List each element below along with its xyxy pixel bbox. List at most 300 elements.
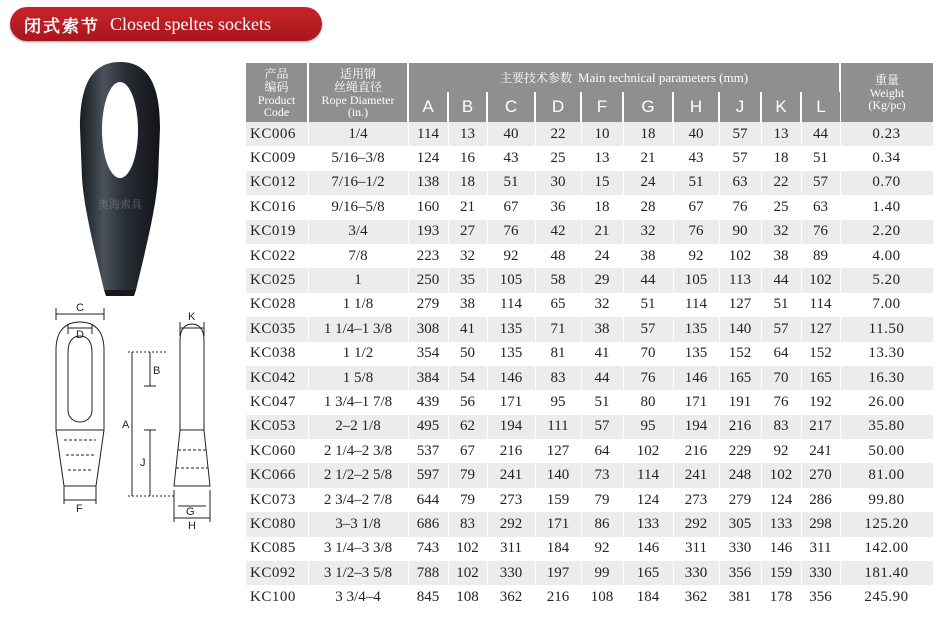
table-row (246, 268, 933, 292)
table-row (246, 220, 933, 244)
table-row (246, 488, 933, 512)
cell-dimension: 51 (487, 171, 535, 195)
header-dim-h: H (673, 92, 719, 122)
cell-dimension: 13 (761, 122, 801, 146)
cell-dimension: 102 (719, 244, 761, 268)
cell-product-code: KC009 (246, 146, 308, 170)
cell-product-code: KC085 (246, 537, 308, 561)
cell-dimension: 286 (801, 488, 840, 512)
cell-dimension: 32 (581, 293, 623, 317)
cell-product-code: KC066 (246, 463, 308, 487)
cell-dimension: 184 (623, 585, 673, 609)
cell-dimension: 113 (719, 268, 761, 292)
cell-dimension: 102 (761, 463, 801, 487)
cell-dimension: 241 (801, 439, 840, 463)
table-row (246, 439, 933, 463)
cell-dimension: 21 (623, 146, 673, 170)
cell-dimension: 16 (448, 146, 487, 170)
cell-dimension: 76 (719, 195, 761, 219)
cell-dimension: 217 (801, 415, 840, 439)
header-dim-b: B (448, 92, 487, 122)
cell-product-code: KC022 (246, 244, 308, 268)
table-row (246, 195, 933, 219)
cell-dimension: 108 (581, 585, 623, 609)
cell-product-code: KC006 (246, 122, 308, 146)
cell-dimension: 89 (801, 244, 840, 268)
cell-dimension: 216 (487, 439, 535, 463)
cell-dimension: 40 (487, 122, 535, 146)
cell-weight: 16.30 (840, 366, 933, 390)
cell-dimension: 311 (673, 537, 719, 561)
cell-dimension: 81 (535, 342, 581, 366)
cell-rope-diameter: 3 3/4–4 (308, 585, 408, 609)
cell-dimension: 114 (487, 293, 535, 317)
technical-drawing (28, 300, 234, 530)
table-row (246, 512, 933, 536)
cell-weight: 2.20 (840, 220, 933, 244)
spec-table (246, 63, 934, 610)
cell-weight: 142.00 (840, 537, 933, 561)
cell-dimension: 76 (623, 366, 673, 390)
section-title (10, 7, 322, 41)
cell-dimension: 92 (673, 244, 719, 268)
cell-rope-diameter: 7/8 (308, 244, 408, 268)
cell-dimension: 146 (623, 537, 673, 561)
table-row (246, 390, 933, 414)
cell-dimension: 32 (761, 220, 801, 244)
cell-dimension: 44 (801, 122, 840, 146)
header-dim-k: K (761, 92, 801, 122)
cell-dimension: 597 (408, 463, 448, 487)
cell-dimension: 79 (581, 488, 623, 512)
cell-dimension: 114 (408, 122, 448, 146)
cell-dimension: 36 (535, 195, 581, 219)
cell-weight: 4.00 (840, 244, 933, 268)
dim-label-a: A (122, 419, 130, 431)
cell-dimension: 56 (448, 390, 487, 414)
cell-dimension: 330 (801, 561, 840, 585)
header-dim-j: J (719, 92, 761, 122)
table-row (246, 463, 933, 487)
cell-dimension: 171 (535, 512, 581, 536)
cell-rope-diameter: 3 1/2–3 5/8 (308, 561, 408, 585)
cell-dimension: 51 (581, 390, 623, 414)
cell-dimension: 51 (801, 146, 840, 170)
cell-dimension: 743 (408, 537, 448, 561)
cell-dimension: 64 (581, 439, 623, 463)
dim-label-b: B (153, 365, 161, 377)
cell-product-code: KC060 (246, 439, 308, 463)
cell-dimension: 102 (801, 268, 840, 292)
cell-product-code: KC092 (246, 561, 308, 585)
cell-dimension: 42 (535, 220, 581, 244)
cell-dimension: 32 (448, 244, 487, 268)
cell-dimension: 99 (581, 561, 623, 585)
title-english: Closed speltes sockets (110, 13, 271, 34)
cell-dimension: 29 (581, 268, 623, 292)
cell-dimension: 384 (408, 366, 448, 390)
cell-weight: 35.80 (840, 415, 933, 439)
cell-product-code: KC016 (246, 195, 308, 219)
cell-dimension: 133 (761, 512, 801, 536)
cell-weight: 0.23 (840, 122, 933, 146)
cell-dimension: 495 (408, 415, 448, 439)
cell-dimension: 63 (719, 171, 761, 195)
cell-dimension: 356 (801, 585, 840, 609)
cell-product-code: KC100 (246, 585, 308, 609)
cell-dimension: 311 (487, 537, 535, 561)
cell-dimension: 22 (535, 122, 581, 146)
cell-weight: 1.40 (840, 195, 933, 219)
cell-dimension: 105 (487, 268, 535, 292)
table-row (246, 244, 933, 268)
cell-dimension: 273 (673, 488, 719, 512)
cell-dimension: 57 (623, 317, 673, 341)
cell-dimension: 79 (448, 488, 487, 512)
cell-rope-diameter: 1 (308, 268, 408, 292)
cell-dimension: 57 (801, 171, 840, 195)
cell-dimension: 114 (623, 463, 673, 487)
cell-dimension: 138 (408, 171, 448, 195)
watermark-text: 奥海索具 (98, 198, 142, 211)
cell-dimension: 50 (448, 342, 487, 366)
cell-dimension: 90 (719, 220, 761, 244)
cell-dimension: 114 (673, 293, 719, 317)
cell-weight: 26.00 (840, 390, 933, 414)
cell-dimension: 28 (623, 195, 673, 219)
cell-dimension: 80 (623, 390, 673, 414)
table-row (246, 146, 933, 170)
cell-dimension: 76 (487, 220, 535, 244)
cell-dimension: 44 (581, 366, 623, 390)
cell-dimension: 13 (581, 146, 623, 170)
cell-dimension: 95 (623, 415, 673, 439)
cell-dimension: 330 (487, 561, 535, 585)
cell-dimension: 273 (487, 488, 535, 512)
cell-dimension: 24 (623, 171, 673, 195)
cell-dimension: 146 (673, 366, 719, 390)
cell-product-code: KC038 (246, 342, 308, 366)
cell-dimension: 32 (623, 220, 673, 244)
cell-dimension: 95 (535, 390, 581, 414)
cell-weight: 7.00 (840, 293, 933, 317)
cell-rope-diameter: 9/16–5/8 (308, 195, 408, 219)
cell-dimension: 38 (623, 244, 673, 268)
cell-rope-diameter: 2 1/2–2 5/8 (308, 463, 408, 487)
cell-rope-diameter: 7/16–1/2 (308, 171, 408, 195)
cell-product-code: KC028 (246, 293, 308, 317)
cell-dimension: 381 (719, 585, 761, 609)
cell-weight: 0.34 (840, 146, 933, 170)
table-row (246, 415, 933, 439)
cell-dimension: 171 (673, 390, 719, 414)
cell-rope-diameter: 3 1/4–3 3/8 (308, 537, 408, 561)
cell-dimension: 229 (719, 439, 761, 463)
header-dim-f: F (581, 92, 623, 122)
cell-dimension: 356 (719, 561, 761, 585)
cell-dimension: 63 (801, 195, 840, 219)
cell-dimension: 135 (673, 342, 719, 366)
cell-dimension: 25 (761, 195, 801, 219)
cell-product-code: KC080 (246, 512, 308, 536)
cell-dimension: 18 (761, 146, 801, 170)
cell-dimension: 165 (623, 561, 673, 585)
cell-dimension: 24 (581, 244, 623, 268)
cell-dimension: 124 (408, 146, 448, 170)
cell-dimension: 102 (623, 439, 673, 463)
header-dim-a: A (408, 92, 448, 122)
cell-weight: 5.20 (840, 268, 933, 292)
cell-rope-diameter: 1 1/2 (308, 342, 408, 366)
cell-dimension: 38 (448, 293, 487, 317)
cell-dimension: 171 (487, 390, 535, 414)
header-weight: 重量 Weight (Kg/pc) (840, 63, 933, 122)
cell-dimension: 83 (448, 512, 487, 536)
cell-rope-diameter: 1 1/8 (308, 293, 408, 317)
cell-dimension: 298 (801, 512, 840, 536)
cell-dimension: 330 (673, 561, 719, 585)
cell-dimension: 64 (761, 342, 801, 366)
dim-label-k: K (188, 311, 196, 323)
cell-dimension: 644 (408, 488, 448, 512)
cell-dimension: 178 (761, 585, 801, 609)
cell-dimension: 184 (535, 537, 581, 561)
cell-dimension: 44 (761, 268, 801, 292)
cell-dimension: 40 (673, 122, 719, 146)
cell-dimension: 124 (623, 488, 673, 512)
cell-dimension: 92 (581, 537, 623, 561)
cell-dimension: 146 (487, 366, 535, 390)
cell-dimension: 241 (673, 463, 719, 487)
cell-dimension: 38 (761, 244, 801, 268)
table-row (246, 317, 933, 341)
cell-product-code: KC035 (246, 317, 308, 341)
cell-rope-diameter: 3/4 (308, 220, 408, 244)
cell-weight: 13.30 (840, 342, 933, 366)
cell-rope-diameter: 3–3 1/8 (308, 512, 408, 536)
cell-dimension: 70 (623, 342, 673, 366)
cell-dimension: 114 (801, 293, 840, 317)
cell-dimension: 439 (408, 390, 448, 414)
cell-dimension: 105 (673, 268, 719, 292)
table-row (246, 561, 933, 585)
cell-dimension: 54 (448, 366, 487, 390)
cell-dimension: 788 (408, 561, 448, 585)
cell-product-code: KC012 (246, 171, 308, 195)
cell-dimension: 51 (761, 293, 801, 317)
cell-dimension: 270 (801, 463, 840, 487)
cell-dimension: 25 (535, 146, 581, 170)
dim-label-h: H (188, 520, 196, 530)
cell-dimension: 216 (719, 415, 761, 439)
dim-label-g: G (186, 506, 195, 518)
cell-rope-diameter: 1 3/4–1 7/8 (308, 390, 408, 414)
table-row (246, 537, 933, 561)
cell-dimension: 83 (761, 415, 801, 439)
cell-dimension: 102 (448, 537, 487, 561)
cell-dimension: 152 (719, 342, 761, 366)
header-rope-diameter: 适用钢 丝绳直径 Rope Diameter (in.) (308, 63, 408, 122)
cell-dimension: 65 (535, 293, 581, 317)
cell-dimension: 21 (581, 220, 623, 244)
cell-dimension: 537 (408, 439, 448, 463)
cell-dimension: 292 (487, 512, 535, 536)
cell-rope-diameter: 1 5/8 (308, 366, 408, 390)
cell-dimension: 76 (761, 390, 801, 414)
cell-dimension: 140 (535, 463, 581, 487)
cell-dimension: 67 (487, 195, 535, 219)
cell-dimension: 18 (448, 171, 487, 195)
cell-product-code: KC053 (246, 415, 308, 439)
cell-dimension: 330 (719, 537, 761, 561)
cell-dimension: 241 (487, 463, 535, 487)
cell-dimension: 165 (801, 366, 840, 390)
cell-dimension: 57 (719, 146, 761, 170)
dim-label-c: C (76, 302, 84, 314)
cell-rope-diameter: 1 1/4–1 3/8 (308, 317, 408, 341)
cell-dimension: 111 (535, 415, 581, 439)
cell-dimension: 30 (535, 171, 581, 195)
cell-dimension: 146 (761, 537, 801, 561)
table-row (246, 366, 933, 390)
cell-rope-diameter: 2 1/4–2 3/8 (308, 439, 408, 463)
cell-dimension: 70 (761, 366, 801, 390)
cell-dimension: 86 (581, 512, 623, 536)
cell-dimension: 79 (448, 463, 487, 487)
cell-dimension: 305 (719, 512, 761, 536)
cell-dimension: 15 (581, 171, 623, 195)
cell-dimension: 35 (448, 268, 487, 292)
cell-dimension: 191 (719, 390, 761, 414)
cell-product-code: KC073 (246, 488, 308, 512)
cell-dimension: 43 (673, 146, 719, 170)
cell-dimension: 41 (581, 342, 623, 366)
cell-dimension: 58 (535, 268, 581, 292)
cell-dimension: 41 (448, 317, 487, 341)
cell-dimension: 57 (719, 122, 761, 146)
cell-product-code: KC025 (246, 268, 308, 292)
header-main-params: 主要技术参数 Main technical parameters (mm) (408, 63, 840, 92)
dim-label-d: D (76, 329, 84, 341)
cell-dimension: 124 (761, 488, 801, 512)
header-dim-d: D (535, 92, 581, 122)
cell-dimension: 216 (673, 439, 719, 463)
cell-dimension: 51 (623, 293, 673, 317)
cell-dimension: 135 (487, 342, 535, 366)
cell-dimension: 354 (408, 342, 448, 366)
cell-dimension: 21 (448, 195, 487, 219)
cell-rope-diameter: 5/16–3/8 (308, 146, 408, 170)
cell-weight: 11.50 (840, 317, 933, 341)
cell-dimension: 362 (487, 585, 535, 609)
cell-dimension: 92 (761, 439, 801, 463)
cell-dimension: 127 (535, 439, 581, 463)
cell-dimension: 159 (535, 488, 581, 512)
cell-dimension: 27 (448, 220, 487, 244)
cell-dimension: 18 (623, 122, 673, 146)
cell-weight: 50.00 (840, 439, 933, 463)
cell-dimension: 73 (581, 463, 623, 487)
cell-weight: 245.90 (840, 585, 933, 609)
cell-dimension: 216 (535, 585, 581, 609)
header-dim-g: G (623, 92, 673, 122)
dim-label-f: F (76, 503, 83, 515)
title-chinese: 闭式索节 (24, 16, 100, 37)
cell-dimension: 92 (487, 244, 535, 268)
cell-product-code: KC042 (246, 366, 308, 390)
table-row (246, 293, 933, 317)
spec-table-body (246, 122, 933, 610)
cell-weight: 181.40 (840, 561, 933, 585)
table-row (246, 342, 933, 366)
cell-dimension: 159 (761, 561, 801, 585)
cell-dimension: 152 (801, 342, 840, 366)
cell-dimension: 133 (623, 512, 673, 536)
cell-dimension: 18 (581, 195, 623, 219)
cell-dimension: 279 (719, 488, 761, 512)
cell-dimension: 48 (535, 244, 581, 268)
table-row (246, 585, 933, 609)
cell-dimension: 76 (673, 220, 719, 244)
table-row (246, 171, 933, 195)
header-dim-c: C (487, 92, 535, 122)
cell-dimension: 686 (408, 512, 448, 536)
cell-dimension: 67 (448, 439, 487, 463)
cell-dimension: 194 (673, 415, 719, 439)
table-row (246, 122, 933, 146)
cell-dimension: 127 (801, 317, 840, 341)
cell-dimension: 83 (535, 366, 581, 390)
cell-dimension: 192 (801, 390, 840, 414)
cell-dimension: 223 (408, 244, 448, 268)
cell-dimension: 13 (448, 122, 487, 146)
cell-dimension: 71 (535, 317, 581, 341)
cell-dimension: 279 (408, 293, 448, 317)
cell-dimension: 135 (673, 317, 719, 341)
cell-dimension: 22 (761, 171, 801, 195)
cell-dimension: 197 (535, 561, 581, 585)
product-photo (60, 58, 180, 298)
cell-rope-diameter: 1/4 (308, 122, 408, 146)
cell-dimension: 57 (761, 317, 801, 341)
dim-label-j: J (140, 457, 146, 469)
cell-dimension: 38 (581, 317, 623, 341)
cell-product-code: KC019 (246, 220, 308, 244)
cell-dimension: 102 (448, 561, 487, 585)
cell-rope-diameter: 2–2 1/8 (308, 415, 408, 439)
cell-dimension: 135 (487, 317, 535, 341)
cell-dimension: 311 (801, 537, 840, 561)
cell-weight: 81.00 (840, 463, 933, 487)
cell-rope-diameter: 2 3/4–2 7/8 (308, 488, 408, 512)
cell-dimension: 845 (408, 585, 448, 609)
cell-dimension: 250 (408, 268, 448, 292)
cell-dimension: 76 (801, 220, 840, 244)
cell-dimension: 108 (448, 585, 487, 609)
cell-dimension: 57 (581, 415, 623, 439)
cell-dimension: 160 (408, 195, 448, 219)
header-dim-l: L (801, 92, 840, 122)
cell-dimension: 292 (673, 512, 719, 536)
cell-dimension: 67 (673, 195, 719, 219)
cell-dimension: 140 (719, 317, 761, 341)
cell-weight: 125.20 (840, 512, 933, 536)
cell-dimension: 62 (448, 415, 487, 439)
cell-dimension: 308 (408, 317, 448, 341)
cell-dimension: 51 (673, 171, 719, 195)
cell-dimension: 165 (719, 366, 761, 390)
cell-dimension: 127 (719, 293, 761, 317)
